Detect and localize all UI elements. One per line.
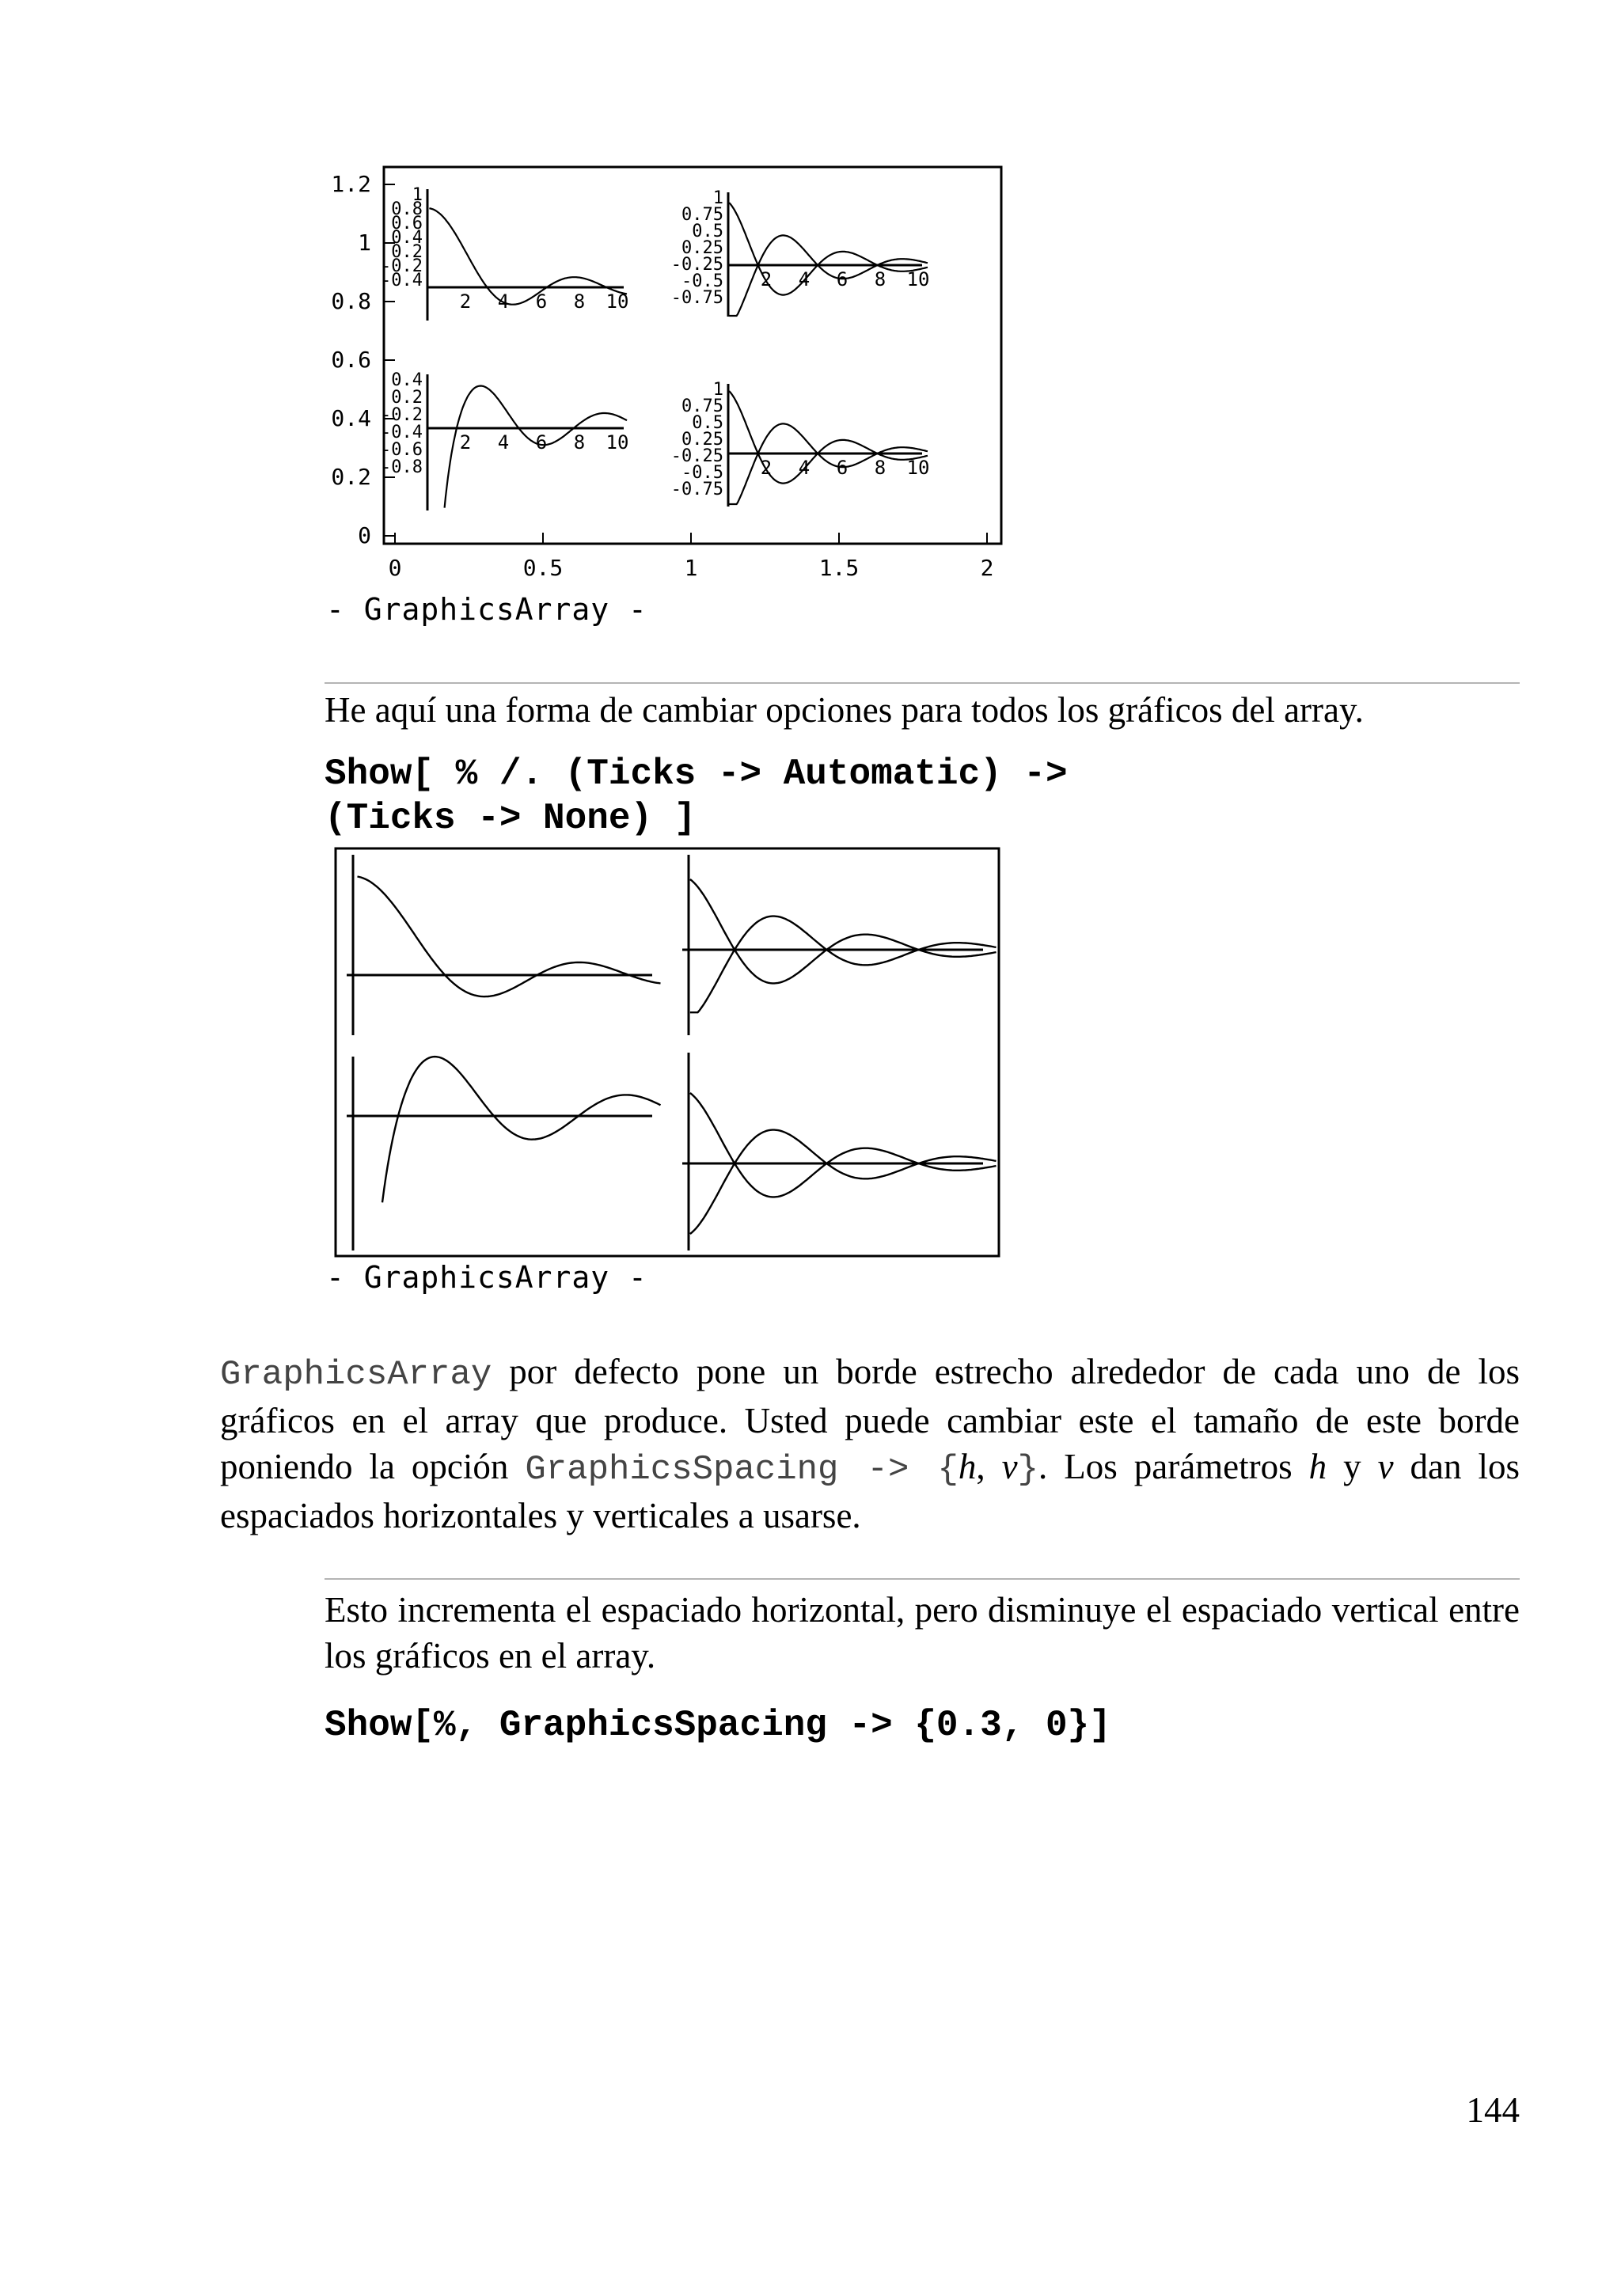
section2-code: Show[%, GraphicsSpacing -> {0.3, 0}] — [325, 1705, 1111, 1746]
subplot-top-left — [347, 855, 661, 1035]
y-tick-label: 0.25 — [681, 430, 723, 450]
curve — [690, 1093, 997, 1197]
outer-x-tick-label: 0 — [388, 555, 402, 581]
figure1-caption: - GraphicsArray - — [326, 592, 647, 627]
code-close-brace: } — [1017, 1450, 1039, 1490]
x-tick-label: 6 — [836, 268, 848, 290]
y-tick-label: -0.25 — [670, 446, 723, 466]
body-and: y — [1327, 1447, 1378, 1486]
var-v: v — [1001, 1447, 1018, 1486]
x-tick-label: 8 — [874, 457, 886, 479]
outer-x-tick-label: 2 — [980, 555, 994, 581]
x-tick-label: 10 — [906, 457, 930, 479]
section1-code — [325, 752, 1068, 841]
section-divider — [325, 682, 1520, 684]
x-tick-label: 10 — [606, 431, 629, 454]
curve — [358, 877, 661, 997]
x-tick-label: 8 — [573, 431, 586, 454]
body-text-3: dan los espaciados horizontales y verticales a usarse. — [220, 1447, 1520, 1535]
y-tick-label: -0.25 — [670, 255, 723, 275]
y-tick-label: 0.75 — [681, 397, 723, 416]
section1-text: He aquí una forma de cambiar opciones para todos los gráficos del array. — [325, 690, 1364, 730]
outer-y-tick-label: 1.2 — [331, 171, 371, 197]
x-tick-label: 4 — [798, 268, 810, 290]
x-tick-label: 2 — [459, 431, 472, 454]
y-tick-label: 1 — [712, 380, 723, 400]
subplot-top-right — [682, 855, 997, 1035]
x-tick-label: 4 — [497, 290, 510, 313]
var-h: h — [958, 1447, 977, 1486]
outer-y-tick-label: 0.6 — [331, 347, 371, 373]
y-tick-label: -0.75 — [670, 480, 723, 499]
outer-y-tick-label: 0.8 — [331, 288, 371, 314]
comma: , — [976, 1447, 1002, 1486]
curve — [729, 423, 928, 504]
code-graphicsarray: GraphicsArray — [220, 1355, 492, 1395]
subplot-bottom-left — [381, 370, 628, 510]
var-h-2: h — [1308, 1447, 1327, 1486]
x-tick-label: 10 — [906, 268, 930, 290]
y-tick-label: 0.4 — [391, 228, 423, 248]
subplot-top-right — [671, 188, 930, 317]
y-tick-label: -0.5 — [681, 463, 723, 483]
curve — [729, 235, 928, 316]
section2-text: Esto incrementa el espaciado horizontal, pero disminuye el espaciado vertical entre los gráficos en el array. — [325, 1590, 1520, 1676]
figure2-frame — [336, 848, 999, 1256]
subplot-bottom-left — [347, 1057, 661, 1250]
curve — [690, 1130, 997, 1234]
x-tick-label: 6 — [535, 290, 548, 313]
outer-y-tick-label: 0.2 — [331, 464, 371, 490]
figure-graphics-array-with-ticks — [313, 154, 1025, 598]
x-tick-label: 2 — [459, 290, 472, 313]
y-tick-label: 0.2 — [391, 242, 423, 262]
body-paragraph — [220, 1349, 1520, 1539]
y-tick-label: 0.6 — [391, 214, 423, 233]
y-tick-label: 0.75 — [681, 205, 723, 225]
y-tick-label: 0.25 — [681, 238, 723, 258]
y-tick-label: 1 — [412, 185, 423, 205]
figure-graphics-array-no-ticks — [325, 839, 1005, 1266]
curve — [382, 1057, 661, 1202]
figure2-caption: - GraphicsArray - — [326, 1260, 647, 1295]
x-tick-label: 8 — [573, 290, 586, 313]
subplot-bottom-right — [682, 1053, 997, 1250]
outer-y-axis-ticks — [331, 171, 395, 548]
subplot-bottom-right — [671, 380, 930, 507]
outer-y-tick-label: 0.4 — [331, 405, 371, 431]
y-tick-label: 1 — [712, 188, 723, 208]
curve — [729, 203, 928, 295]
y-tick-label: -0.5 — [681, 271, 723, 291]
y-tick-label: -0.8 — [381, 457, 423, 477]
body-text-2: . Los parámetros — [1038, 1447, 1309, 1486]
outer-x-tick-label: 0.5 — [522, 555, 564, 581]
code-line-2: (Ticks -> None) ] — [325, 798, 697, 839]
x-tick-label: 6 — [836, 457, 848, 479]
code-line-1: Show[ % /. (Ticks -> Automatic) -> — [325, 753, 1068, 795]
x-tick-label: 4 — [497, 431, 510, 454]
x-tick-label: 4 — [798, 457, 810, 479]
y-tick-label: 0.5 — [692, 413, 723, 433]
y-tick-label: -0.6 — [381, 440, 423, 460]
subplot-top-left — [381, 185, 628, 321]
curve — [729, 391, 928, 483]
x-tick-label: 6 — [535, 431, 548, 454]
y-tick-label: 0.2 — [391, 388, 423, 408]
x-tick-label: 2 — [760, 457, 773, 479]
outer-x-axis-ticks — [389, 533, 994, 581]
x-tick-label: 10 — [606, 290, 629, 313]
curve — [690, 879, 997, 983]
outer-y-tick-label: 1 — [358, 230, 371, 256]
outer-y-tick-label: 0 — [358, 522, 371, 548]
outer-x-tick-label: 1.5 — [818, 555, 860, 581]
section-divider-2 — [325, 1578, 1520, 1580]
x-tick-label: 8 — [874, 268, 886, 290]
body-text-1: por defecto pone un borde estrecho alrededor de cada uno de los gráficos en el array que produce. Usted puede cambiar este el tamaño de este borde poniendo la opción — [220, 1352, 1520, 1486]
page-number: 144 — [1466, 2090, 1520, 2130]
var-v-2: v — [1377, 1447, 1394, 1486]
y-tick-label: -0.4 — [381, 271, 423, 290]
x-tick-label: 2 — [760, 268, 773, 290]
y-tick-label: 0.5 — [692, 222, 723, 241]
y-tick-label: -0.2 — [381, 256, 423, 276]
y-tick-label: 0.8 — [391, 199, 423, 219]
outer-x-tick-label: 1 — [684, 555, 698, 581]
curve — [690, 917, 997, 1013]
code-graphicsspacing: GraphicsSpacing -> { — [525, 1450, 959, 1490]
y-tick-label: 0.4 — [391, 370, 423, 390]
y-tick-label: -0.4 — [381, 423, 423, 442]
y-tick-label: -0.75 — [670, 288, 723, 308]
y-tick-label: -0.2 — [381, 405, 423, 425]
